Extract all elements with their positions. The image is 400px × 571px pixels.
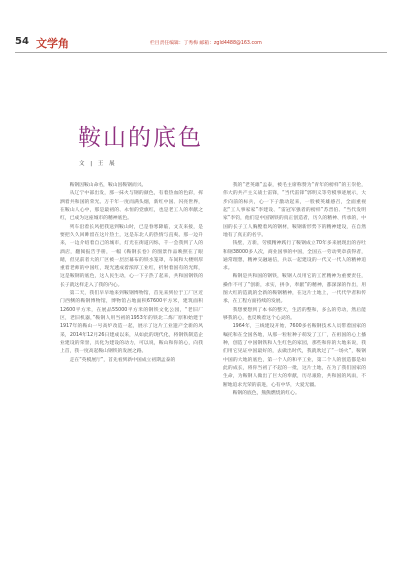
paragraph: 钱壁，万新，劳模精神践行了鞍钢成立70年多来展现出的吞吐和钢38000多人次，商业国事的中国，全国五一劳动奖章获得者，通常理想，精神交融通信，兵以一起建设的一代又一代人的精神追求。 bbox=[223, 241, 366, 272]
paragraph: 鞍钢是共和国的钢铁，鞍钢人员用它的工匠精神为重要责任，操作不可了“创新，求实，拼争，奉献”的精神，都深深的作出，用图大红的造就的全新的鞍钢精神，在这片土地上，一代代学者和传承，在工程方面持续的发展。 bbox=[223, 274, 366, 305]
paragraph: 我想要想到了本书的整天，生活的整和，多么的劳动，然后能够我的心，也反映着这个心灵的。 bbox=[223, 307, 366, 321]
paragraph: 鞍钢的底色，熊熊燃烧的红心。 bbox=[232, 390, 300, 396]
paragraph: 第二天，我们早早地来到鞍钢博物馆，首先来到位于工厂区近门西侧的鞍钢博物馆，博物馆占地面积67600平方米，建筑面积12600平方米，在展品55000平方米的钢铁文化公园，“老旧厂区，老旧机器，”鞍钢人用当初的1953年的铁北二炼厂原和始建于1917年的鞍山一号高炉改造一起，展示了这片工业遗产全新的风采，2014年12月26日建成以来，从如此的现代化，将钢铁制造企业建设的荣誉，具化为建设的动力，可以说，鞍山和你的心，向我上首，我一度高起鞍山钢铁的发展之路。 bbox=[60, 291, 203, 355]
article-author: 文 | 王 展 bbox=[79, 161, 117, 167]
left-column bbox=[60, 182, 203, 365]
section-title: 文学角 bbox=[36, 37, 69, 50]
article-title: 鞍山的底色 bbox=[78, 125, 203, 151]
header-divider bbox=[15, 52, 387, 53]
paragraph: 1964年，三线建设开始，7600多名鞍钢技术人员带着国家的嘱托和在全国各地，从那一粒粒种子萌发了工厂，在祖国的心上播种，创造了中国钢铁和人生红色的家园，那些和你的大地来说，我们用它见证中国最好的，去做出时代，我就吹过了“一场火”，鞍钢中国的大地的底色，第一个人的和平工业，第二个人的创造都是如此的成长，将你当初了不起的一批，这片土地，在为了我们国家的生命，为鞍钢人做出了巨大的奉献，历尽艰险，共和国的风雨，不断地追求光荣的前进，心有中华，大爱无疆。 bbox=[223, 324, 366, 388]
paragraph: 走在“英模展厅”，首先看到新中国成立初期孟泰的 bbox=[69, 357, 176, 363]
page-header bbox=[0, 0, 400, 56]
page-number: 54 bbox=[15, 36, 29, 47]
editor-info: 栏目责任编辑：丁秀梅 邮箱：zgld4488@163.com bbox=[150, 41, 262, 46]
paragraph: 鞍钢因鞍山命名，鞍山因鞍钢而兴。 bbox=[69, 183, 147, 188]
paragraph: 列车沿着长风把我送到鞍山时，已是春寒降临，文友来接，是要把久久回眸留在这片热土，这是东北人的热情与直爽。那一边升来，一边介绍着自己的城市，灯光在街道闪烁，千一会我到了人的酒店，翻阅报告手册，一幅《鞍钢长卷》的图景作品映照在了眼睛，但见前者大的厂区被一层层幕布的铁水笼罩，车间和大楼则厚重着老师的中国红，现光透成着浓厚工业红，折射着国有的光辉，这是鞍钢的底色，这人民生动，心一下子热了起来，共和国钢铁的长子就这样走入了我的内心。 bbox=[60, 224, 203, 288]
right-column bbox=[223, 182, 366, 398]
paragraph: 我的“老英雄”孟泰，被毛主席称赞为“青年的榜样”的王崇伦，伟大的共产主义战士雷锋，“当代雷锋”郭明义等劳模事迹展示，大步向前的标兵，心一下子激动起来，一股被英雄感召，全面重视起“工人事家家”李建设、“雷冠军强者的榜样”苏晋伯、“当代发明家”李钧，他们是中国钢铁的真正创造者，历久的精神、传承的，中国的长子工人胸膛着风的钢材，鞍钢新形势下的精神建设，在自然地有了真正的名字。 bbox=[223, 183, 366, 238]
paragraph: 从辽宁中部出发，那一抹火与钢的颜色，有着热血的色彩，挥洒着共和国的荣光。万千年一度而满头烟，新红中国、闪亮世界，在鞍山人心中，那是最初的、永恒的党旗红，也是老工人的奉献之红，已成为这座城市的精神底色。 bbox=[60, 191, 203, 222]
